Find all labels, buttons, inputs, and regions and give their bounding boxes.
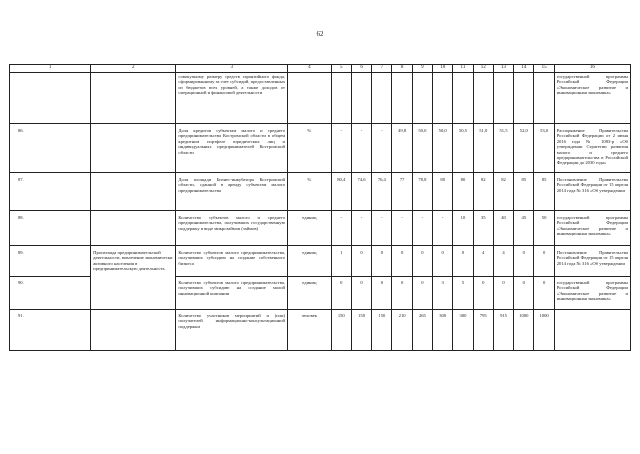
value-cell: 0: [392, 246, 412, 277]
value-cell: 0: [372, 277, 392, 310]
value-cell: 0: [392, 277, 412, 310]
value-cell: 4: [493, 246, 513, 277]
unit-cell: [288, 73, 332, 124]
value-cell: 0: [331, 277, 351, 310]
value-cell: -: [351, 124, 371, 173]
table-row: [10, 73, 631, 124]
column-header: 11: [453, 65, 473, 73]
column-header: 5: [331, 65, 351, 73]
unit-cell: человек: [288, 310, 332, 351]
indicator-cell: Доля площади Бизнес-инкубатора Костромской области, сданной в аренду субъектам малого предпринимательства: [176, 173, 288, 211]
value-cell: 0: [473, 277, 493, 310]
document-cell: Распоряжение Правительства Российской Федерации от 2 июня 2016 года № 1083-р «Об утверждении Стратегии развития малого и среднего предпринимательства в Российской Федерации до 2030 года»: [554, 124, 630, 173]
row-number: 88.: [10, 211, 91, 246]
value-cell: [453, 73, 473, 124]
row-number: 91.: [10, 310, 91, 351]
table-row: [10, 124, 631, 173]
value-cell: 74,6: [351, 173, 371, 211]
value-cell: 1000: [514, 310, 534, 351]
value-cell: 3: [433, 277, 453, 310]
value-cell: 150: [331, 310, 351, 351]
value-cell: [331, 73, 351, 124]
value-cell: 51,5: [493, 124, 513, 173]
indicator-cell: Количество субъектов малого предпринимательства, получивших субсидию на создание собственного бизнеса: [176, 246, 288, 277]
row-number: 86.: [10, 124, 91, 173]
value-cell: -: [433, 211, 453, 246]
value-cell: 77: [392, 173, 412, 211]
value-cell: [493, 73, 513, 124]
table-row: [10, 173, 631, 211]
column-header: 7: [372, 65, 392, 73]
value-cell: 0: [351, 277, 371, 310]
unit-cell: %: [288, 124, 332, 173]
document-cell: [554, 310, 630, 351]
value-cell: 76,4: [372, 173, 392, 211]
value-cell: 85: [514, 173, 534, 211]
value-cell: [392, 73, 412, 124]
row-number: 87.: [10, 173, 91, 211]
value-cell: 82: [473, 173, 493, 211]
value-cell: -: [392, 211, 412, 246]
value-cell: [372, 73, 392, 124]
unit-cell: единиц: [288, 277, 332, 310]
value-cell: 0: [493, 277, 513, 310]
column-header: 2: [91, 65, 176, 73]
value-cell: 150: [351, 310, 371, 351]
column-header: 16: [554, 65, 630, 73]
value-cell: 0: [433, 246, 453, 277]
value-cell: [514, 73, 534, 124]
value-cell: 51,0: [473, 124, 493, 173]
direction-cell: [91, 73, 176, 124]
value-cell: -: [372, 124, 392, 173]
value-cell: 0: [372, 246, 392, 277]
value-cell: 795: [473, 310, 493, 351]
value-cell: 78,8: [412, 173, 432, 211]
direction-cell: [91, 173, 176, 211]
indicator-cell: Количество участников мероприятий и (или) получателей информационно-консультационной поддержки: [176, 310, 288, 351]
indicator-cell: Количество субъектов малого предпринимательства, получивших субсидию на создание малой инновационной компании: [176, 277, 288, 310]
value-cell: 10: [453, 211, 473, 246]
value-cell: 50,5: [453, 124, 473, 173]
value-cell: 150: [372, 310, 392, 351]
value-cell: 82: [493, 173, 513, 211]
value-cell: 4: [473, 246, 493, 277]
value-cell: 300: [453, 310, 473, 351]
value-cell: 0: [351, 246, 371, 277]
unit-cell: единиц: [288, 246, 332, 277]
value-cell: 40: [493, 211, 513, 246]
row-number: 90.: [10, 277, 91, 310]
value-cell: 49,8: [392, 124, 412, 173]
value-cell: 0: [453, 246, 473, 277]
value-cell: -: [331, 124, 351, 173]
value-cell: 0: [412, 246, 432, 277]
document-cell: Постановление Правительства Российской Федерации от 15 апреля 2014 года № 316 «Об утверждении: [554, 246, 630, 277]
value-cell: 1000: [534, 310, 554, 351]
document-cell: государственной программы Российской Федерации «Экономическое развитие и инновационная экономика»: [554, 73, 630, 124]
page-number: 62: [316, 30, 324, 38]
value-cell: 80: [433, 173, 453, 211]
column-header: 6: [351, 65, 371, 73]
direction-cell: [91, 124, 176, 173]
value-cell: 0: [514, 277, 534, 310]
value-cell: 915: [493, 310, 513, 351]
value-cell: 80: [453, 173, 473, 211]
direction-cell: [91, 211, 176, 246]
value-cell: 85: [534, 173, 554, 211]
value-cell: [412, 73, 432, 124]
column-header: 8: [392, 65, 412, 73]
value-cell: [351, 73, 371, 124]
document-cell: государственной программы Российской Федерации «Экономическое развитие и инновационная экономика»: [554, 277, 630, 310]
value-cell: -: [331, 211, 351, 246]
document-cell: Постановление Правительства Российской Федерации от 15 апреля 2014 года № 316 «Об утверждении: [554, 173, 630, 211]
value-cell: -: [351, 211, 371, 246]
value-cell: [534, 73, 554, 124]
value-cell: 50,0: [412, 124, 432, 173]
value-cell: [433, 73, 453, 124]
value-cell: 50: [534, 211, 554, 246]
column-header: 4: [288, 65, 332, 73]
indicator-cell: Доля кредитов субъектам малого и среднего предпринимательства Костромской области в общем кредитном портфеле юридических лиц и индивидуальных предпринимателей Костромской области: [176, 124, 288, 173]
document-cell: государственной программы Российской Федерации «Экономическое развитие и инновационная экономика»: [554, 211, 630, 246]
value-cell: -: [372, 211, 392, 246]
value-cell: [473, 73, 493, 124]
unit-cell: единиц: [288, 211, 332, 246]
table-row: [10, 310, 631, 351]
row-number: 89.: [10, 246, 91, 277]
value-cell: 5: [453, 277, 473, 310]
value-cell: 300: [433, 310, 453, 351]
value-cell: 45: [514, 211, 534, 246]
column-header: 13: [493, 65, 513, 73]
value-cell: 0: [534, 277, 554, 310]
column-header: 12: [473, 65, 493, 73]
value-cell: 50,0: [433, 124, 453, 173]
header-row: [10, 65, 631, 73]
column-header: 15: [534, 65, 554, 73]
indicator-cell: совокупному размеру средств гарантийного фонда, сформированному за счет субсидий, предоставленных из бюджетов всех уровней, а также доходов от операционной и финансовой деятельности: [176, 73, 288, 124]
column-header: 9: [412, 65, 432, 73]
column-header: 14: [514, 65, 534, 73]
row-number: [10, 73, 91, 124]
value-cell: 53,0: [534, 124, 554, 173]
column-header: 1: [10, 65, 91, 73]
value-cell: -: [412, 211, 432, 246]
value-cell: 80,4: [331, 173, 351, 211]
direction-cell: Пропаганда предпринимательской деятельности, вовлечение экономически активного населения в предпринимательскую деятельность: [91, 246, 176, 310]
unit-cell: %: [288, 173, 332, 211]
value-cell: 0: [412, 277, 432, 310]
column-header: 10: [433, 65, 453, 73]
value-cell: 1: [331, 246, 351, 277]
indicator-cell: Количество субъектов малого и среднего предпринимательства, получивших государственную поддержку в виде микрозаймов (займов): [176, 211, 288, 246]
value-cell: 0: [534, 246, 554, 277]
table-row: [10, 246, 631, 277]
value-cell: 52,0: [514, 124, 534, 173]
value-cell: 265: [412, 310, 432, 351]
column-header: 3: [176, 65, 288, 73]
indicators-table: [9, 64, 631, 351]
table-row: [10, 211, 631, 246]
direction-cell: [91, 310, 176, 351]
value-cell: 0: [514, 246, 534, 277]
value-cell: 35: [473, 211, 493, 246]
value-cell: 210: [392, 310, 412, 351]
